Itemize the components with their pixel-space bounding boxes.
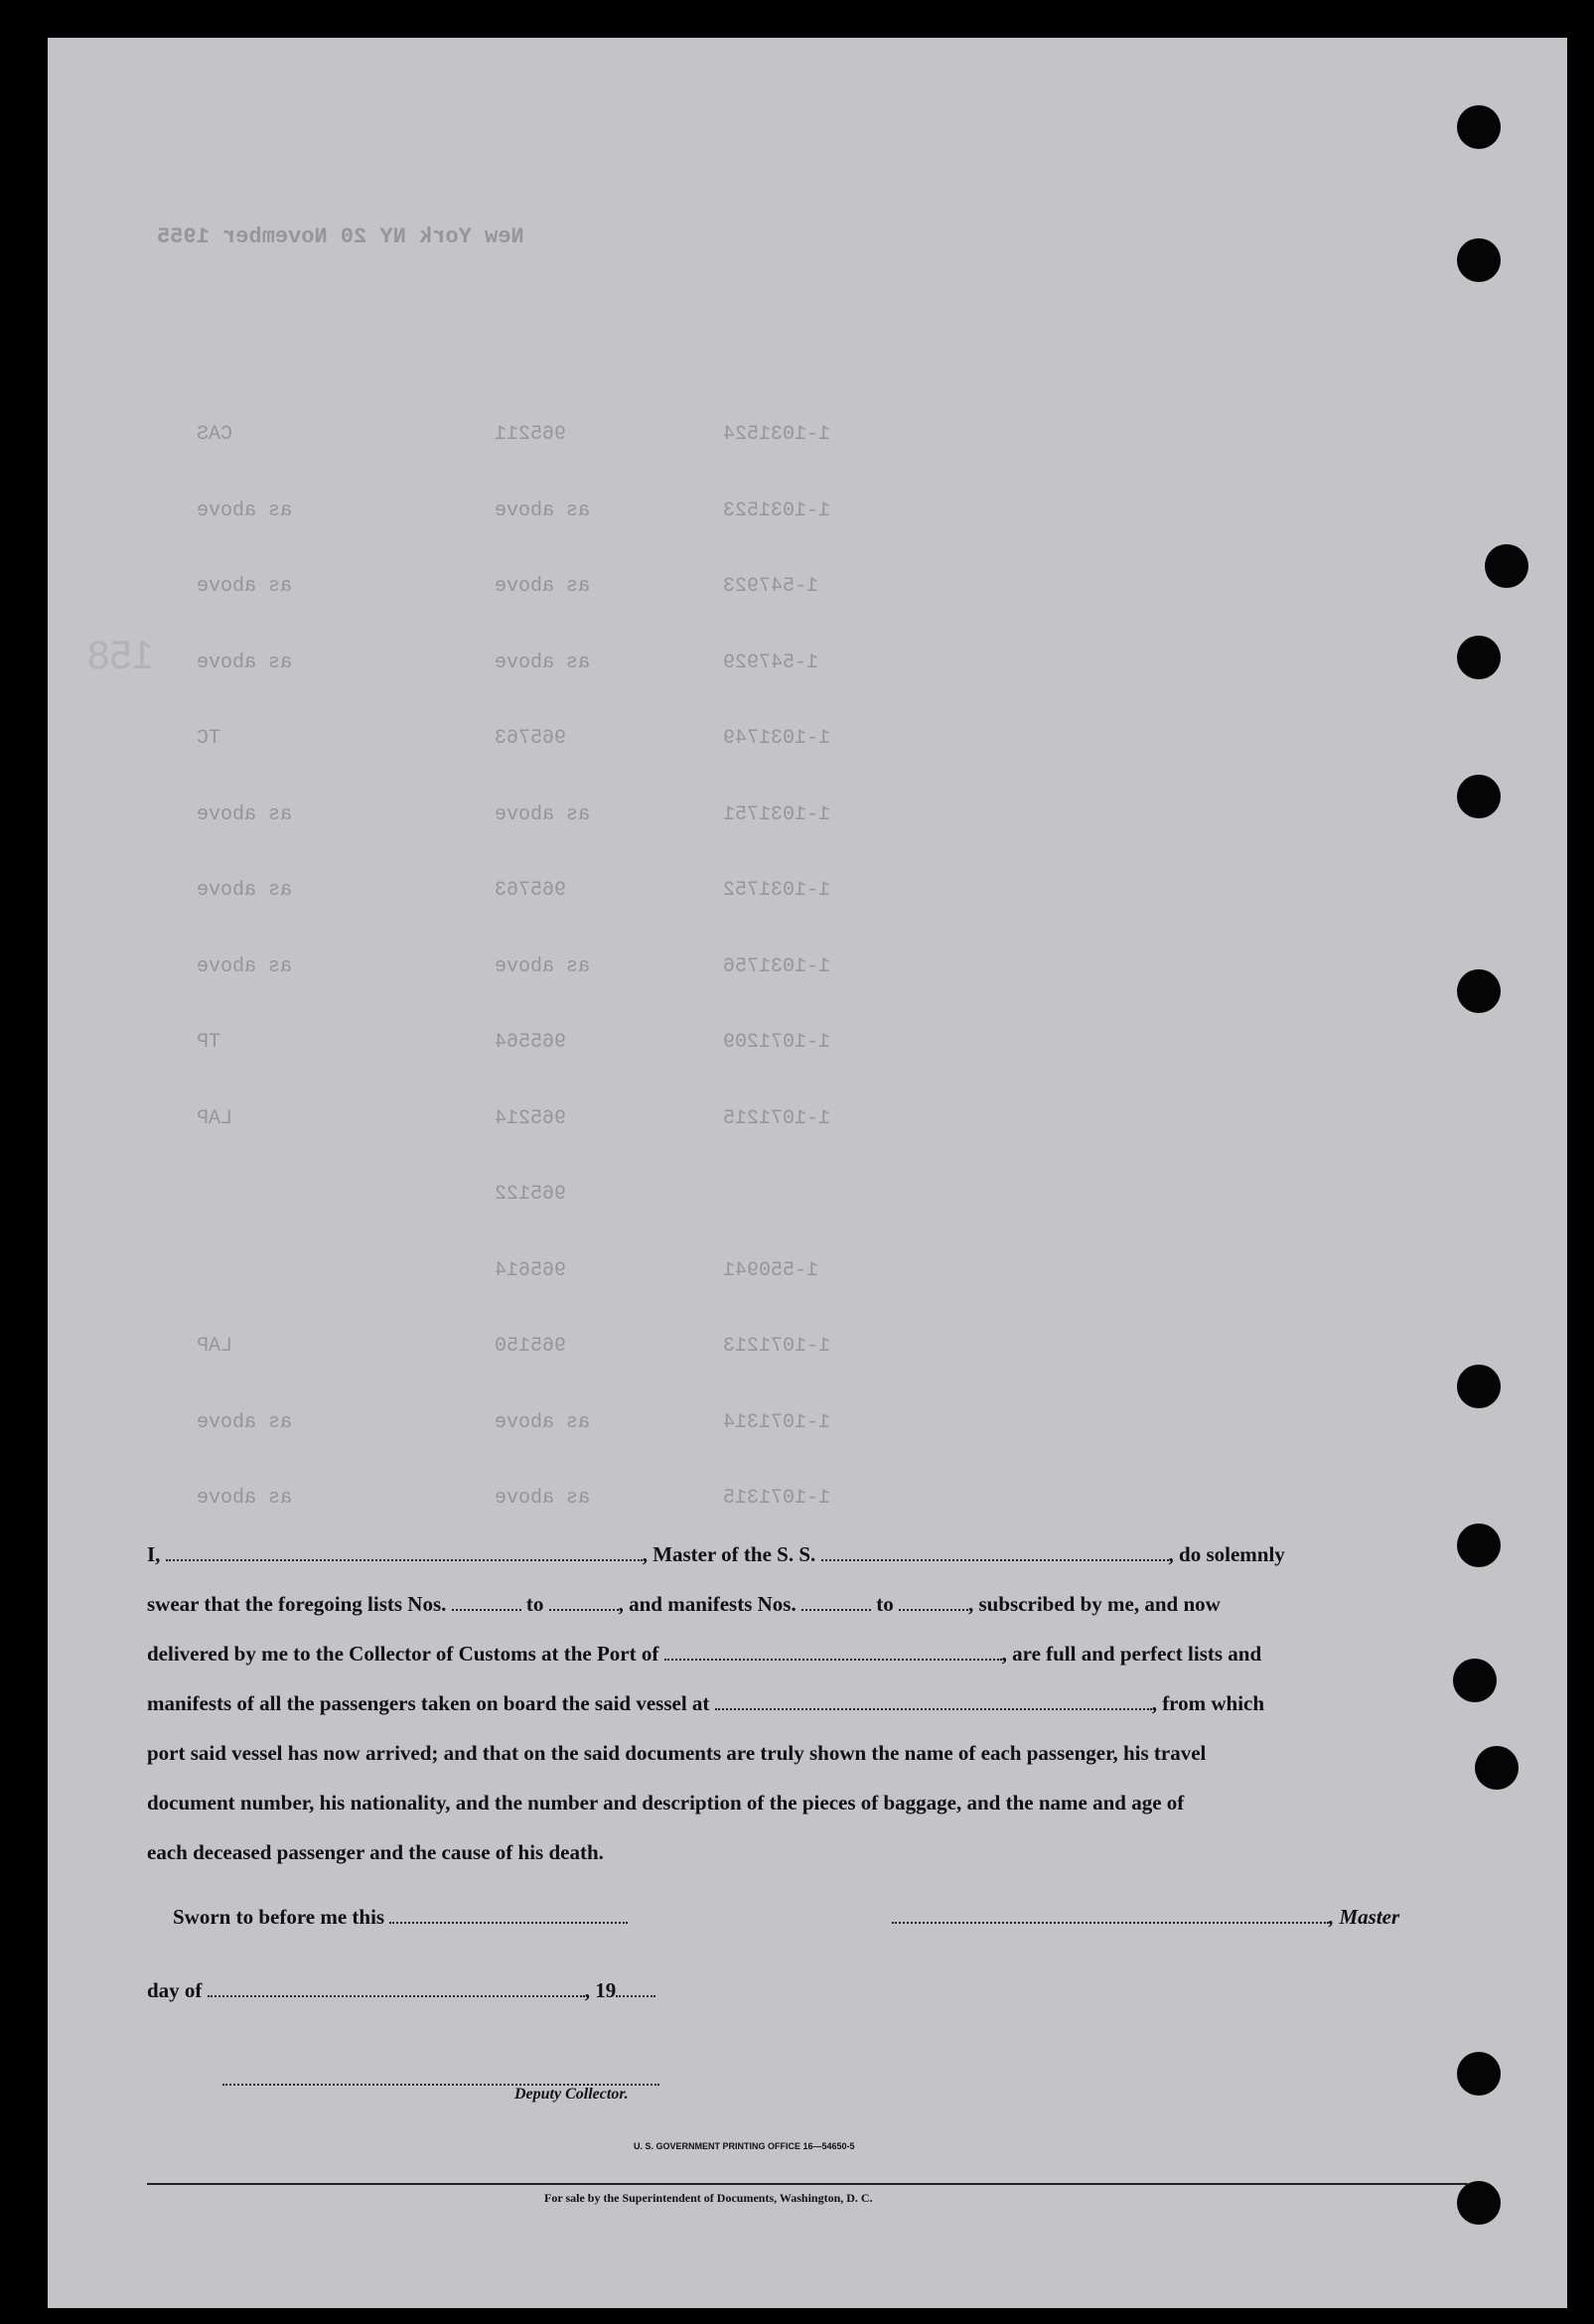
bleed-through-cell: LAP [197, 1335, 233, 1358]
bleed-through-cell: 1-547923 [723, 575, 819, 598]
binder-hole [1457, 238, 1501, 282]
bleed-through-cell: 1-550941 [723, 1259, 819, 1282]
port-blank[interactable] [664, 1645, 1002, 1661]
bleed-through-cell: as above [197, 575, 293, 598]
binder-hole [1457, 1365, 1501, 1408]
ship-name-blank[interactable] [821, 1545, 1169, 1561]
deputy-collector-label: Deputy Collector. [514, 2086, 629, 2103]
bleed-through-cell: LAP [197, 1107, 233, 1130]
bleed-through-cell: as above [197, 879, 293, 902]
bleed-through-cell: 1-547929 [723, 652, 819, 674]
oath-line-1: I, , Master of the S. S. , do solemnly [147, 1542, 1285, 1566]
bleed-through-cell: 965214 [495, 1107, 567, 1130]
bleed-through-cell: 1-1031756 [723, 955, 831, 978]
binder-hole [1457, 775, 1501, 818]
bleed-through-cell: TP [197, 1031, 221, 1054]
printing-office-line: U. S. GOVERNMENT PRINTING OFFICE 16—54650-5 [634, 2141, 855, 2151]
bleed-through-cell: as above [197, 1411, 293, 1434]
list-from-blank[interactable] [452, 1595, 521, 1611]
oath-line-3: delivered by me to the Collector of Customs at the Port of , are full and perfect lists and [147, 1642, 1262, 1666]
bleed-through-cell: 965150 [495, 1335, 567, 1358]
binder-hole [1457, 2052, 1501, 2096]
bleed-through-cell: as above [495, 1487, 591, 1510]
bleed-through-cell: 1-1071215 [723, 1107, 831, 1130]
bleed-through-cell: as above [495, 803, 591, 826]
binder-hole [1457, 636, 1501, 679]
day-blank[interactable] [208, 1981, 585, 1997]
manifest-to-blank[interactable] [899, 1595, 968, 1611]
bleed-through-cell: as above [495, 1411, 591, 1434]
bleed-through-cell: as above [197, 955, 293, 978]
embarkation-port-blank[interactable] [715, 1694, 1152, 1710]
bleed-through-cell: 965564 [495, 1031, 567, 1054]
oath-line-7: each deceased passenger and the cause of his death. [147, 1840, 604, 1864]
bleed-through-cell: 965763 [495, 727, 567, 750]
bleed-through-cell: 965122 [495, 1183, 567, 1206]
sworn-line: Sworn to before me this [173, 1905, 628, 1930]
oath-line-2: swear that the foregoing lists Nos. to , and manifests Nos. to , subscribed by me, and now [147, 1592, 1221, 1616]
bleed-through-cell: as above [197, 1487, 293, 1510]
master-name-blank[interactable] [166, 1545, 643, 1561]
binder-hole [1485, 544, 1528, 588]
manifest-page [48, 38, 1567, 2308]
binder-hole [1475, 1746, 1519, 1790]
oath-line-5: port said vessel has now arrived; and that on the said documents are truly shown the name of each passenger, his travel [147, 1741, 1207, 1765]
bleed-through-cell: 1-1071314 [723, 1411, 831, 1434]
bleed-through-cell: as above [495, 575, 591, 598]
binder-hole [1457, 969, 1501, 1013]
bleed-through-cell: CAS [197, 423, 233, 446]
bleed-through-cell: 1-1031524 [723, 423, 831, 446]
bleed-through-cell: 1-1071213 [723, 1335, 831, 1358]
day-line: day of , 19 [147, 1978, 655, 2003]
bleed-through-cell: as above [197, 803, 293, 826]
oath-line-6: document number, his nationality, and the number and description of the pieces of baggage, and the name and age of [147, 1791, 1185, 1815]
bleed-through-cell: 1-1031752 [723, 879, 831, 902]
bleed-through-cell: as above [197, 652, 293, 674]
bleed-through-cell: as above [495, 955, 591, 978]
bleed-through-cell: 1-1031751 [723, 803, 831, 826]
bleed-through-cell: as above [197, 500, 293, 522]
binder-hole [1457, 105, 1501, 149]
bleed-through-page-number: 158 [87, 634, 154, 677]
manifest-from-blank[interactable] [801, 1595, 871, 1611]
master-signature-line: , Master [892, 1905, 1399, 1930]
bleed-through-cell: as above [495, 500, 591, 522]
year-blank[interactable] [616, 1981, 655, 1997]
bleed-through-cell: 1-1031523 [723, 500, 831, 522]
bleed-through-cell: 965614 [495, 1259, 567, 1282]
bleed-through-date: New York NY 20 November 1955 [157, 224, 524, 249]
oath-line-4: manifests of all the passengers taken on board the said vessel at , from which [147, 1691, 1265, 1715]
footer-rule [147, 2183, 1468, 2185]
master-signature-blank[interactable] [892, 1908, 1329, 1924]
bleed-through-cell: 965763 [495, 879, 567, 902]
bleed-through-cell: 1-1031749 [723, 727, 831, 750]
binder-hole [1457, 2181, 1501, 2225]
list-to-blank[interactable] [549, 1595, 619, 1611]
footer-text: For sale by the Superintendent of Documents, Washington, D. C. [544, 2191, 873, 2205]
bleed-through-cell: 1-1071315 [723, 1487, 831, 1510]
bleed-through-cell: TC [197, 727, 221, 750]
bleed-through-cell: 1-1071209 [723, 1031, 831, 1054]
bleed-through-cell: as above [495, 652, 591, 674]
bleed-through-cell: 965211 [495, 423, 567, 446]
sworn-date-blank[interactable] [389, 1908, 628, 1924]
